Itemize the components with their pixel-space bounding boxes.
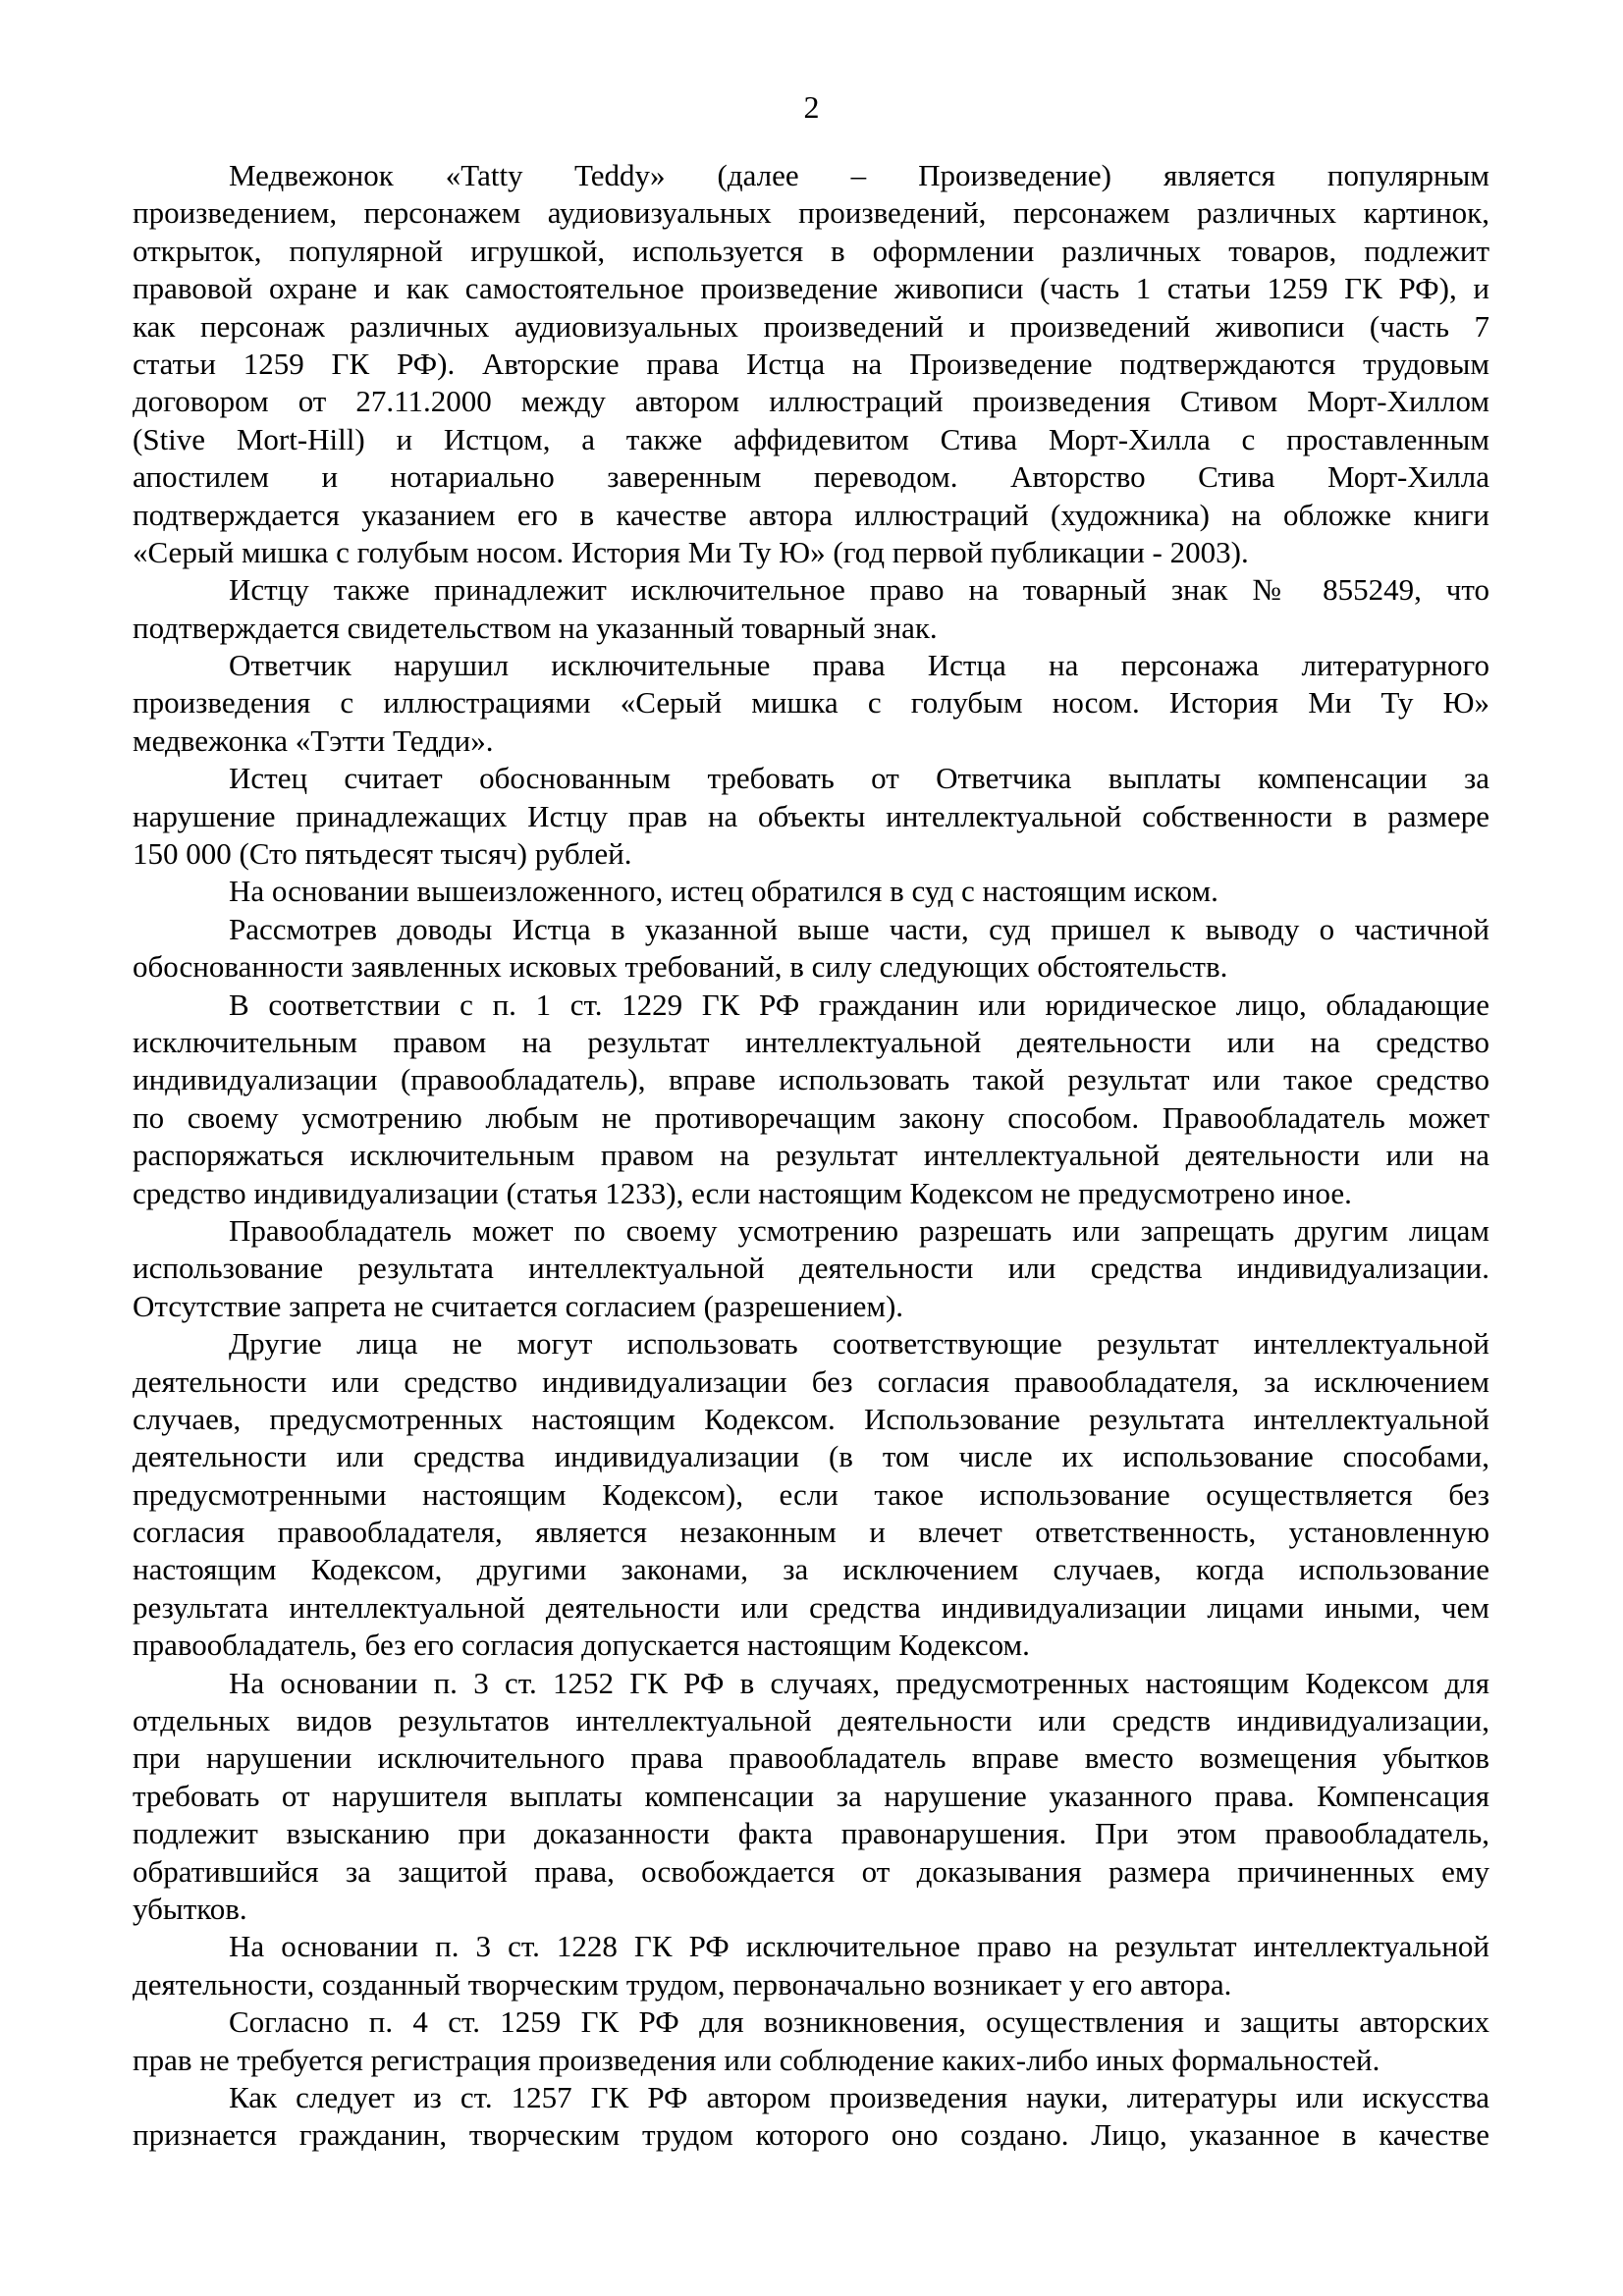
text-line: индивидуализации (правообладатель), вправе использовать такой результат или такое средство — [133, 1062, 1489, 1097]
text-line: случаев, предусмотренных настоящим Кодексом. Использование результата интеллектуальной — [133, 1401, 1489, 1436]
text-line: Согласно п. 4 ст. 1259 ГК РФ для возникновения, осуществления и защиты авторских — [229, 2004, 1489, 2040]
paragraph — [133, 1212, 1489, 1325]
paragraph — [133, 157, 1489, 571]
text-line: медвежонка «Тэтти Тедди». — [133, 722, 494, 758]
paragraph — [133, 2079, 1489, 2155]
text-line: договором от 27.11.2000 между автором иллюстраций произведения Стивом Морт-Хиллом — [133, 384, 1489, 419]
text-line: средство индивидуализации (статья 1233), если настоящим Кодексом не предусмотрено иное. — [133, 1175, 1352, 1210]
paragraph — [133, 873, 1489, 910]
text-line: На основании п. 3 ст. 1228 ГК РФ исключительное право на результат интеллектуальной — [229, 1929, 1489, 1964]
text-line: Правообладатель может по своему усмотрению разрешать или запрещать другим лицам — [229, 1212, 1489, 1248]
text-line: согласия правообладателя, является незаконным и влечет ответственность, установленную — [133, 1515, 1489, 1550]
text-line: отдельных видов результатов интеллектуальной деятельности или средств индивидуализации, — [133, 1703, 1489, 1738]
text-line: подтверждается свидетельством на указанный товарный знак. — [133, 610, 938, 645]
text-line: На основании п. 3 ст. 1252 ГК РФ в случаях, предусмотренных настоящим Кодексом для — [229, 1665, 1489, 1700]
text-line: требовать от нарушителя выплаты компенсации за нарушение указанного права. Компенсация — [133, 1778, 1489, 1813]
text-line: В соответствии с п. 1 ст. 1229 ГК РФ гражданин или юридическое лицо, обладающие — [229, 987, 1489, 1022]
text-line: Как следует из ст. 1257 ГК РФ автором произведения науки, литературы или искусства — [229, 2079, 1489, 2114]
text-line: правовой охране и как самостоятельное произведение живописи (часть 1 статьи 1259 ГК РФ), и — [133, 271, 1489, 306]
text-line: убытков. — [133, 1891, 247, 1926]
text-line: Истец считает обоснованным требовать от Ответчика выплаты компенсации за — [229, 761, 1489, 796]
paragraph — [133, 1928, 1489, 2003]
text-line: Отсутствие запрета не считается согласием (разрешением). — [133, 1288, 904, 1323]
text-line: как персонаж различных аудиовизуальных произведений и произведений живописи (часть 7 — [133, 308, 1489, 344]
paragraph — [133, 647, 1489, 760]
text-line: подтверждается указанием его в качестве автора иллюстраций (художника) на обложке книги — [133, 497, 1489, 532]
text-line: Рассмотрев доводы Истца в указанной выше части, суд пришел к выводу о частичной — [229, 911, 1489, 946]
text-line: апостилем и нотариально заверенным переводом. Авторство Стива Морт-Хилла — [133, 459, 1489, 495]
text-line: предусмотренными настоящим Кодексом), если такое использование осуществляется без — [133, 1476, 1489, 1512]
text-line: произведением, персонажем аудиовизуальных произведений, персонажем различных картинок, — [133, 195, 1489, 231]
text-line: исключительным правом на результат интеллектуальной деятельности или на средство — [133, 1024, 1489, 1059]
text-line: Медвежонок «Tatty Teddy» (далее – Произведение) является популярным — [229, 158, 1489, 192]
text-line: деятельности или средство индивидуализации без согласия правообладателя, за исключением — [133, 1363, 1489, 1399]
text-line: Истцу также принадлежит исключительное право на товарный знак № 855249, что — [229, 572, 1489, 608]
paragraph — [133, 911, 1489, 987]
paragraph — [133, 760, 1489, 873]
text-line: деятельности или средства индивидуализации (в том числе их использование способами, — [133, 1439, 1489, 1474]
paragraph — [133, 987, 1489, 1212]
paragraph — [133, 1325, 1489, 1665]
text-line: распоряжаться исключительным правом на результат интеллектуальной деятельности или на — [133, 1138, 1489, 1173]
text-line: статьи 1259 ГК РФ). Авторские права Истца на Произведение подтверждаются трудовым — [133, 346, 1489, 381]
text-line: правообладатель, без его согласия допускается настоящим Кодексом. — [133, 1628, 1030, 1663]
text-line: открыток, популярной игрушкой, используется в оформлении различных товаров, подлежит — [133, 233, 1489, 268]
text-line: настоящим Кодексом, другими законами, за исключением случаев, когда использование — [133, 1552, 1489, 1587]
document-body — [133, 157, 1489, 2155]
paragraph — [133, 2003, 1489, 2079]
text-line: произведения с иллюстрациями «Серый мишка с голубым носом. История Ми Ту Ю» — [133, 685, 1489, 721]
text-line: 150 000 (Сто пятьдесят тысяч) рублей. — [133, 836, 632, 872]
text-line: прав не требуется регистрация произведения или соблюдение каких-либо иных формальностей. — [133, 2042, 1380, 2077]
paragraph — [133, 1665, 1489, 1929]
text-line: при нарушении исключительного права правообладатель вправе вместо возмещения убытков — [133, 1740, 1489, 1776]
text-line: Ответчик нарушил исключительные права Истца на персонажа литературного — [229, 648, 1489, 683]
text-line: результата интеллектуальной деятельности или средства индивидуализации лицами иными, чем — [133, 1589, 1489, 1625]
page-number: 2 — [803, 89, 820, 125]
text-line: по своему усмотрению любым не противоречащим закону способом. Правообладатель может — [133, 1099, 1489, 1135]
text-line: признается гражданин, творческим трудом которого оно создано. Лицо, указанное в качестве — [133, 2117, 1489, 2153]
text-line: деятельности, созданный творческим трудом, первоначально возникает у его автора. — [133, 1966, 1232, 2002]
text-line: На основании вышеизложенного, истец обратился в суд с настоящим иском. — [229, 874, 1218, 909]
text-line: Другие лица не могут использовать соответствующие результат интеллектуальной — [229, 1326, 1489, 1362]
text-line: (Stive Mort-Hill) и Истцом, а также аффидевитом Стива Морт-Хилла с проставленным — [133, 421, 1489, 456]
text-line: обратившийся за защитой права, освобождается от доказывания размера причиненных ему — [133, 1853, 1489, 1889]
paragraph — [133, 571, 1489, 647]
text-line: обоснованности заявленных исковых требований, в силу следующих обстоятельств. — [133, 949, 1228, 985]
text-line: подлежит взысканию при доказанности факта правонарушения. При этом правообладатель, — [133, 1816, 1489, 1851]
text-line: использование результата интеллектуальной деятельности или средства индивидуализации. — [133, 1251, 1489, 1286]
text-line: нарушение принадлежащих Истцу прав на объекты интеллектуальной собственности в размере — [133, 798, 1489, 833]
text-line: «Серый мишка с голубым носом. История Ми Ту Ю» (год первой публикации - 2003). — [133, 534, 1249, 569]
